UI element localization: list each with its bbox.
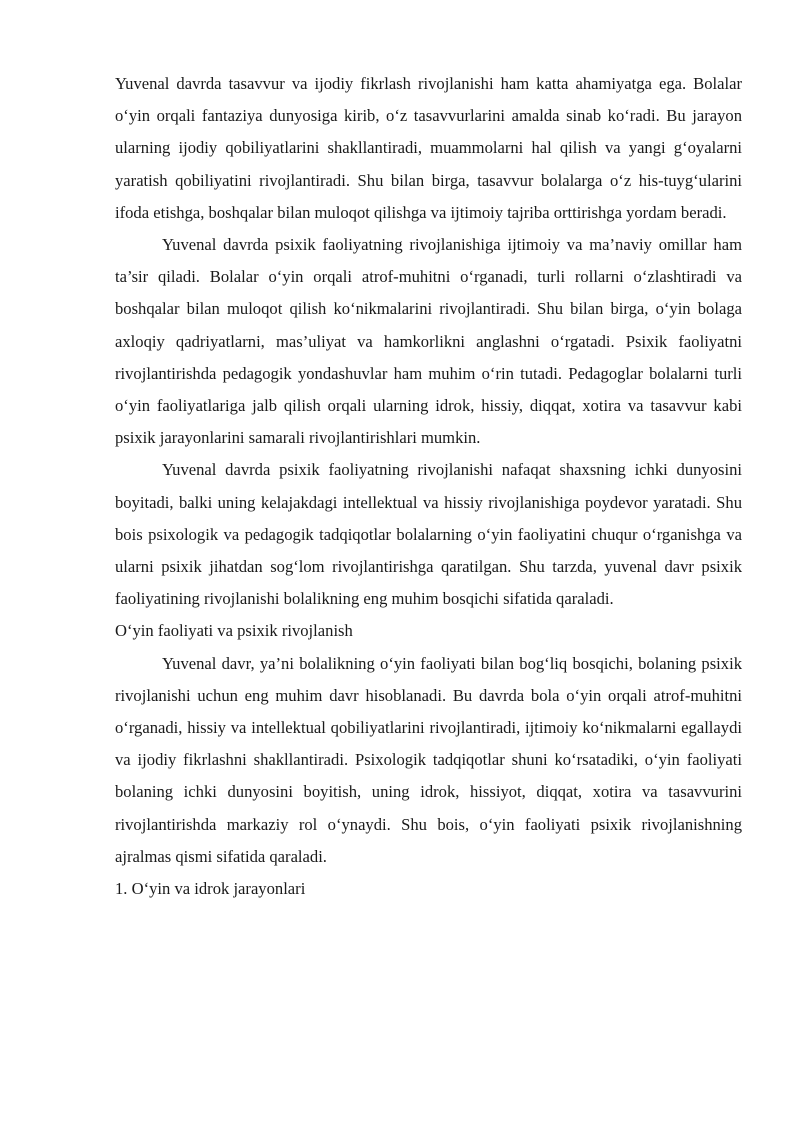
paragraph-inner-world: Yuvenal davrda psixik faoliyatning rivojlanishi nafaqat shaxsning ichki dunyosini boyitadi, balki uning kelajakdagi intellektual va hissiy rivojlanishiga poydevor yaratadi. Shu bois psixologik va pedagogik tadqiqotlar bolalarning o‘yin faoliyatini chuqur o‘rganishga va ularni psixik jihatdan sog‘lom rivojlantirishga qaratilgan. Shu tarzda, yuvenal davr psixik faoliyatining rivojlanishi bolalikning eng muhim bosqichi sifatida qaraladi.: [115, 460, 742, 609]
paragraph-social-factors: Yuvenal davrda psixik faoliyatning rivojlanishiga ijtimoiy va ma’naviy omillar ham ta’sir qiladi. Bolalar o‘yin orqali atrof-muhitni o‘rganadi, turli rollarni o‘zlashtiradi va boshqalar bilan muloqot qilish ko‘nikmalarini rivojlantiradi. Shu bilan birga, o‘yin bolaga axloqiy qadriyatlarni, mas’uliyat va hamkorlikni anglashni o‘rgatadi. Psixik faoliyatni rivojlantirishda pedagogik yondashuvlar ham muhim o‘rin tutadi. Pedagoglar bolalarni turli o‘yin faoliyatlariga jalb qilish orqali ularning idrok, hissiy, diqqat, xotira va tasavvur kabi psixik jarayonlarini samarali rivojlantirishlari mumkin.: [115, 235, 742, 448]
subsection-heading-perception: 1. O‘yin va idrok jarayonlari: [115, 879, 306, 899]
paragraph-imagination: Yuvenal davrda tasavvur va ijodiy fikrlash rivojlanishi ham katta ahamiyatga ega. Bolalar o‘yin orqali fantaziya dunyosiga kirib, o‘z tasavvurlarini amalda sinab ko‘radi. Bu jarayon ularning ijodiy qobiliyatlarini shakllantiradi, muammolarni hal qilish va yangi g‘oyalarni yaratish qobiliyatini rivojlantiradi. Shu bilan birga, tasavvur bolalarga o‘z his-tuyg‘ularini ifoda etishga, boshqalar bilan muloqot qilishga va ijtimoiy tajriba orttirishga yordam beradi.: [115, 74, 742, 222]
section-heading-play-activity: O‘yin faoliyati va psixik rivojlanish: [115, 621, 353, 641]
paragraph-play-period: Yuvenal davr, ya’ni bolalikning o‘yin faoliyati bilan bog‘liq bosqichi, bolaning psixik rivojlanishi uchun eng muhim davr hisoblanadi. Bu davrda bola o‘yin orqali atrof-muhitni o‘rganadi, hissiy va intellektual qobiliyatlarini rivojlantiradi, ijtimoiy ko‘nikmalarni egallaydi va ijodiy fikrlashni shakllantiradi. Psixologik tadqiqotlar shuni ko‘rsatadiki, o‘yin faoliyati bolaning ichki dunyosini boyitish, uning idrok, hissiyot, diqqat, xotira va tasavvurini rivojlantirishda markaziy rol o‘ynaydi. Shu bois, o‘yin faoliyati psixik rivojlanishning ajralmas qismi sifatida qaraladi.: [115, 653, 742, 866]
document-page: [115, 68, 742, 905]
